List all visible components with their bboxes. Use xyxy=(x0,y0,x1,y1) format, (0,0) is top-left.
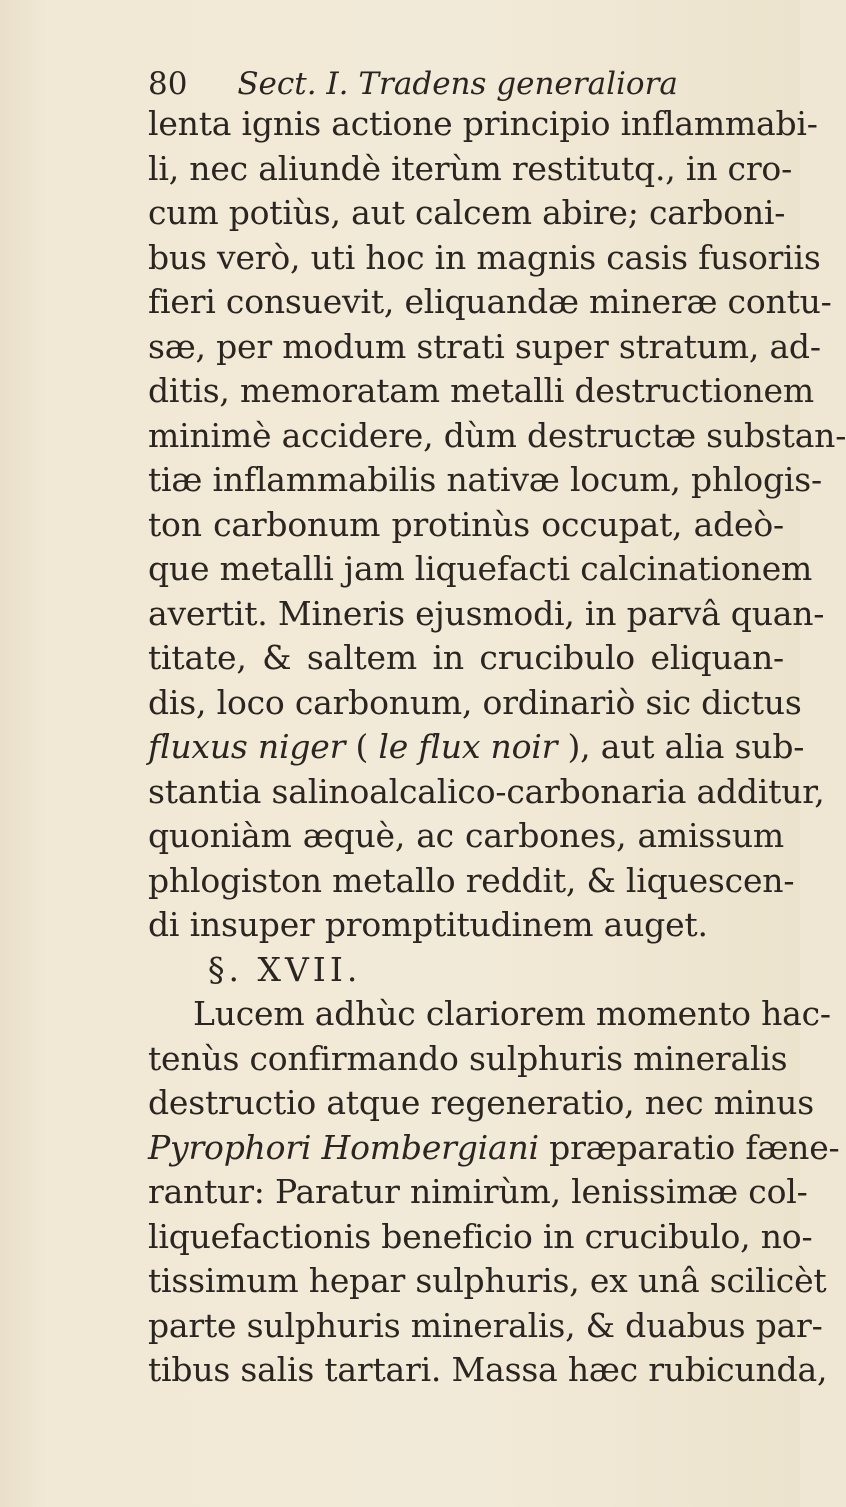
italic-term: Pyrophori Hombergiani xyxy=(148,1127,539,1167)
text-fragment: præparatio fæne- xyxy=(538,1127,840,1167)
text-fragment: ), aut alia sub- xyxy=(557,727,805,766)
text-line: titate, & saltem in crucibulo eliquan- xyxy=(148,638,784,677)
italic-term: le flux noir xyxy=(378,727,558,766)
body-text xyxy=(148,102,846,1393)
text-line: fieri consuevit, eliquandæ mineræ contu- xyxy=(148,282,832,321)
text-line: cum potiùs, aut calcem abire; carboni- xyxy=(148,193,786,232)
text-line: tenùs confirmando sulphuris mineralis xyxy=(148,1038,788,1078)
text-line: tibus salis tartari. Massa hæc rubicunda, xyxy=(148,1350,828,1389)
text-line xyxy=(148,1126,840,1171)
text-line: ton carbonum protinùs occupat, adeò- xyxy=(148,504,784,544)
text-line: li, nec aliundè iterùm restitutq., in cro- xyxy=(148,148,793,188)
text-line: rantur: Paratur nimirùm, lenissimæ col- xyxy=(148,1172,808,1211)
text-line: quoniàm æquè, ac carbones, amissum xyxy=(148,816,784,855)
page-number: 80 xyxy=(148,66,188,102)
running-title: Sect. I. Tradens generaliora xyxy=(237,66,678,102)
text-fragment: ( xyxy=(345,727,379,766)
section-heading: §. XVII. xyxy=(208,949,362,989)
text-line: dis, loco carbonum, ordinariò sic dictus xyxy=(148,682,802,722)
text-line: phlogiston metallo reddit, & liquescen- xyxy=(148,860,795,900)
text-line: sæ, per modum strati super stratum, ad- xyxy=(148,326,821,366)
paragraph-first-line: Lucem adhùc clariorem momento hac- xyxy=(193,994,831,1033)
text-line: que metalli jam liquefacti calcinationem xyxy=(148,549,813,588)
text-line: tissimum hepar sulphuris, ex unâ scilicèt xyxy=(148,1261,827,1300)
italic-term: fluxus niger xyxy=(148,727,346,766)
running-header xyxy=(148,66,678,102)
text-line: destructio atque regeneratio, nec minus xyxy=(148,1083,814,1122)
text-line: minimè accidere, dùm destructæ substan- xyxy=(148,415,846,455)
text-line: stantia salinoalcalico-carbonaria additur, xyxy=(148,771,825,811)
text-line xyxy=(148,725,805,770)
text-line: ditis, memoratam metalli destructionem xyxy=(148,371,814,410)
text-line: liquefactionis beneficio in crucibulo, no- xyxy=(148,1216,813,1256)
text-line: bus verò, uti hoc in magnis casis fusoriis xyxy=(148,237,821,277)
text-line: di insuper promptitudinem auget. xyxy=(148,905,708,944)
text-line: avertit. Mineris ejusmodi, in parvâ quan- xyxy=(148,593,825,633)
text-line: parte sulphuris mineralis, & duabus par- xyxy=(148,1305,823,1345)
text-line: tiæ inflammabilis nativæ locum, phlogis- xyxy=(148,460,822,499)
text-line: lenta ignis actione principio inflammabi- xyxy=(148,104,818,143)
